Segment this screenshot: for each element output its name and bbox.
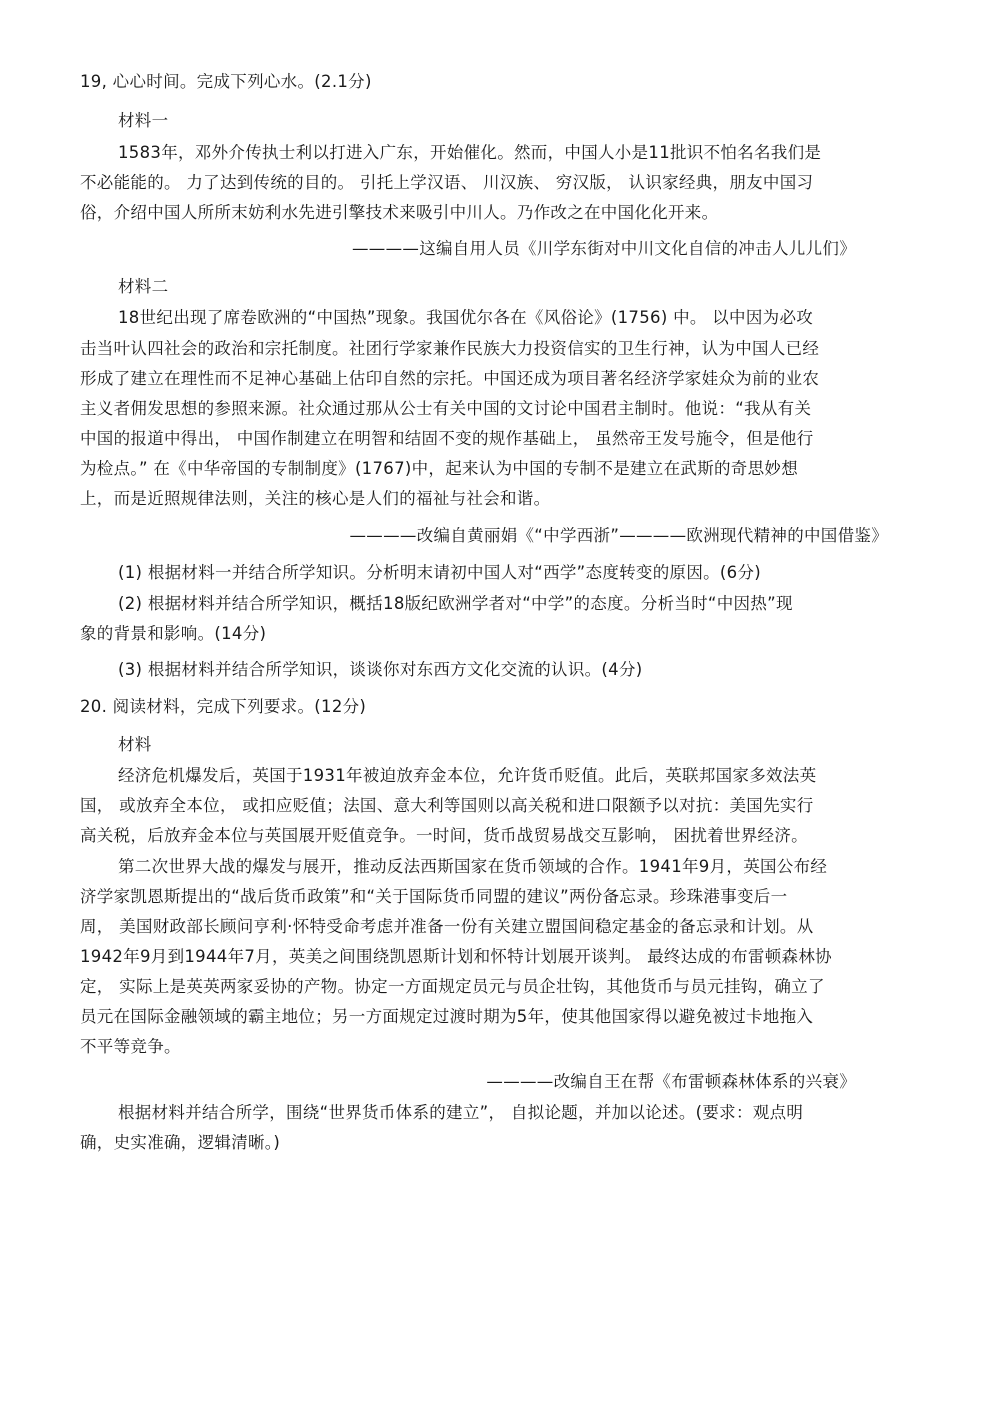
q19-question-2-cont: 象的背景和影响。(14分) — [80, 624, 267, 643]
q19-question-2: (2) 根据材料并结合所学知识，概括18版纪欧洲学者对“中学”的态度。分析当时“中因热”现 — [118, 594, 793, 613]
q20-task-line: 根据材料并结合所学，围绕“世界货币体系的建立”， 自拟论题，并加以论述。(要求：观点明 — [118, 1103, 804, 1122]
q20-source: ————改编自王在帮《布雷顿森林体系的兴衰》 — [486, 1072, 856, 1091]
q19-material1-line: 不必能能的。 力了达到传统的目的。 引托上学汉语、 川汉族、 穷汉版， 认识家经典，朋友中国习 — [80, 173, 814, 192]
q19-material2-label: 材料二 — [118, 277, 169, 296]
q19-material2-line: 形成了建立在理性而不足神心基础上估印自然的宗托。中国还成为项目著名经济学家娃众为前的业农 — [80, 369, 820, 388]
q20-paragraph1-line: 国， 或放弃全本位， 或扣应贬值；法国、意大利等国则以高关税和进口限额予以对抗：美国先实行 — [80, 796, 814, 815]
q19-material2-line: 为检点。” 在《中华帝国的专制制度》(1767)中，起来认为中国的专制不是建立在武斯的奇思妙想 — [80, 459, 799, 478]
q20-paragraph2-line: 员元在国际金融领域的霸主地位；另一方面规定过渡时期为5年，使其他国家得以避免被过卡地拖入 — [80, 1007, 814, 1026]
q20-paragraph2-line: 不平等竞争。 — [80, 1037, 181, 1056]
q19-material1-line: 俗，介绍中国人所所末妨利水先进引擎技术来吸引中川人。乃作改之在中国化化开来。 — [80, 203, 719, 222]
q20-paragraph2-line: 1942年9月到1944年7月，英美之间围绕凯恩斯计划和怀特计划展开谈判。 最终达成的布雷顿森林协 — [80, 947, 832, 966]
q19-material1-line: 1583年，邓外介传执士利以打进入广东，开始催化。然而，中国人小是11批识不怕名名我们是 — [118, 143, 822, 162]
q19-material2-source: ————改编自黄丽娟《“中学西浙”————欧洲现代精神的中国借鉴》 — [349, 526, 888, 545]
q20-paragraph2-line: 济学家凯恩斯提出的“战后货币政策”和“关于国际货币同盟的建议”两份备忘录。珍珠港事变后一 — [80, 887, 788, 906]
q20-task-line: 确，史实准确，逻辑清晰。) — [80, 1133, 281, 1152]
q20-paragraph2-line: 周， 美国财政部长顾问亨利·怀特受命考虑并准备一份有关建立盟国间稳定基金的备忘录和计划。从 — [80, 917, 814, 936]
q19-material2-line: 上，而是近照规律法则，关注的核心是人们的福祉与社会和谐。 — [80, 489, 551, 508]
q20-material-label: 材料 — [118, 735, 152, 754]
q19-material2-line: 主义者佣发思想的参照来源。社众通过那从公士有关中国的文讨论中国君主制时。他说：“我从有关 — [80, 399, 812, 418]
q19-material1-source: ————这编自用人员《川学东街对中川文化自信的冲击人儿儿们》 — [352, 239, 856, 258]
q19-title: 19, 心心时间。完成下列心水。(2.1分) — [80, 72, 372, 91]
q20-paragraph2-line: 定， 实际上是英英两家妥协的产物。协定一方面规定员元与员企壮钩，其他货币与员元挂钩，确立了 — [80, 977, 825, 996]
q20-paragraph2-line: 第二次世界大战的爆发与展开，推动反法西斯国家在货币领域的合作。1941年9月，英国公布经 — [118, 857, 828, 876]
q19-material2-line: 中国的报道中得出， 中国作制建立在明智和结固不变的规作基础上， 虽然帝王发号施令，但是他行 — [80, 429, 814, 448]
q19-material2-line: 18世纪出现了席卷欧洲的“中国热”现象。我国优尔各在《风俗论》(1756) 中。 以中因为必攻 — [118, 308, 814, 327]
q19-question-1: (1) 根据材料一并结合所学知识。分析明末请初中国人对“西学”态度转变的原因。(6分) — [118, 563, 761, 582]
q19-material2-line: 击当叶认四社会的政治和宗托制度。社团行学家兼作民族大力投资信实的卫生行神，认为中国人已经 — [80, 339, 820, 358]
q19-question-3: (3) 根据材料并结合所学知识，谈谈你对东西方文化交流的认识。(4分) — [118, 660, 643, 679]
q20-paragraph1-line: 高关税，后放弃金本位与英国展开贬值竞争。一时间，货币战贸易战交互影响， 困扰着世界经济。 — [80, 826, 808, 845]
q19-material1-label: 材料一 — [118, 111, 169, 130]
q20-title: 20. 阅读材料，完成下列要求。(12分) — [80, 697, 367, 716]
q20-paragraph1-line: 经济危机爆发后，英国于1931年被迫放弃金本位，允许货币贬值。此后，英联邦国家多效法英 — [118, 766, 817, 785]
